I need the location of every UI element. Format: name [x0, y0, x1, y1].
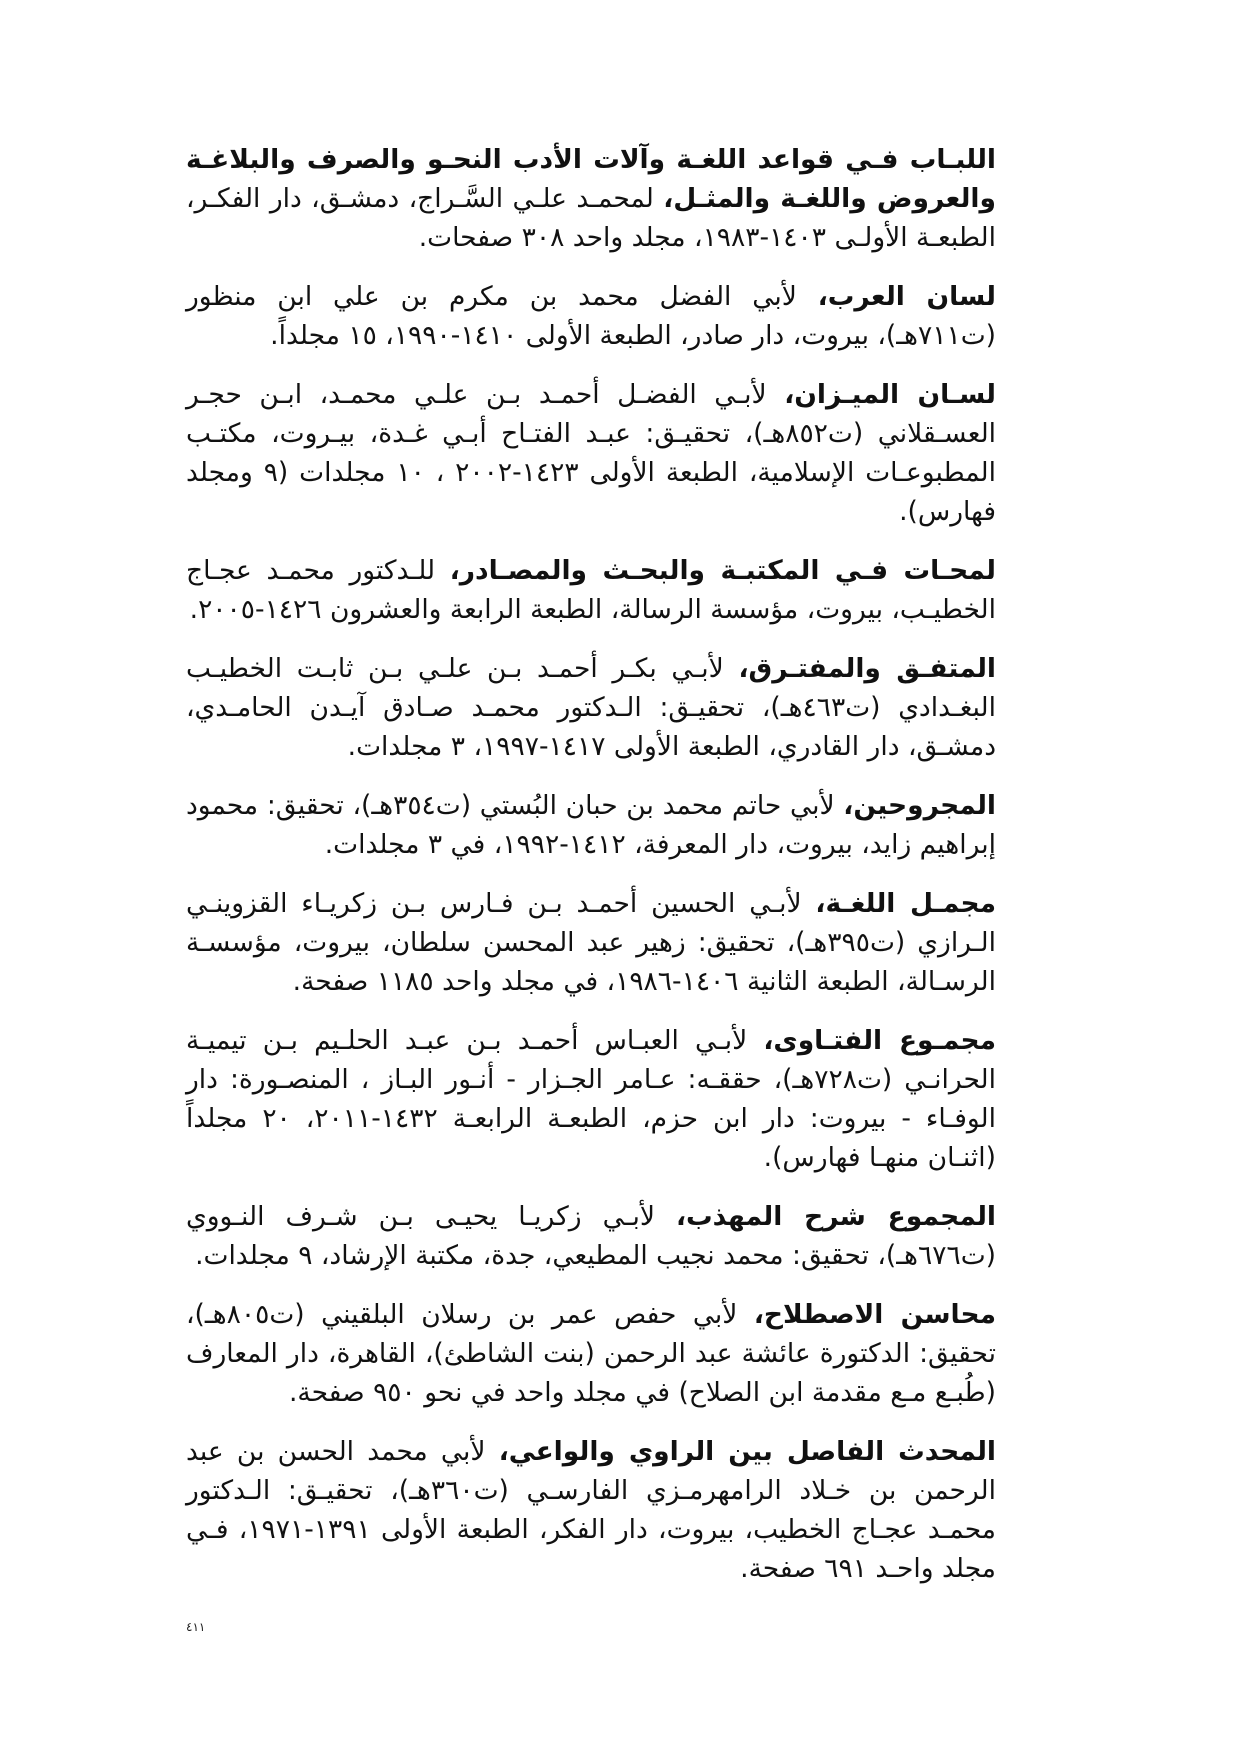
- entry-details: لأبـي الفضـل أحمـد بـن علـي محمـد، ابـن حجـر العسـقلاني (ت٨٥٢هـ)، تحقيـق: عبـد الفتـاح أبـي غـدة، بيـروت، مكتـب المطبوعـات الإسلامية، الطبعة الأولى ١٤٢٣-٢٠٠٢ ، ١٠ مجلدات (٩ ومجلد فهارس).: [186, 379, 997, 527]
- entry-title: مجمـوع الفتـاوى،: [763, 1025, 996, 1056]
- entry-details: للـدكتور محمـد عجـاج الخطيـب، بيروت، مؤسسة الرسالة، الطبعة الرابعة والعشرون ١٤٢٦-٢٠٠٥.: [186, 555, 996, 625]
- entry-title: لمحـات فـي المكتبـة والبحـث والمصـادر،: [449, 555, 996, 586]
- bibliography-entry: [186, 649, 996, 766]
- bibliography-entry: [186, 786, 996, 864]
- entry-details: لأبي حاتم محمد بن حبان البُستي (ت٣٥٤هـ)، تحقيق: محمود إبراهيم زايد، بيروت، دار المعرفة، ١٤١٢-١٩٩٢، في ٣ مجلدات.: [186, 790, 996, 860]
- entry-details: لأبـي بكـر أحمـد بـن علـي بـن ثابـت الخطيـب البغـدادي (ت٤٦٣هـ)، تحقيـق: الـدكتور محمـد صـادق آيـدن الحامـدي، دمشـق، دار القادري، الطبعة الأولى ١٤١٧-١٩٩٧، ٣ مجلدات.: [186, 653, 996, 762]
- bibliography-entry: [186, 1197, 996, 1275]
- bibliography-entry: [186, 1432, 996, 1588]
- bibliography-entry: [186, 551, 996, 629]
- bibliography-entry: [186, 277, 996, 355]
- entry-title: المتفـق والمفتـرق،: [738, 653, 996, 684]
- page-number: ٤١١: [186, 1620, 206, 1634]
- entry-title: مجمـل اللغـة،: [815, 888, 996, 919]
- bibliography-entry: [186, 140, 996, 257]
- entry-details: لأبي حفص عمر بن رسلان البلقيني (ت٨٠٥هـ)، تحقيق: الدكتورة عائشة عبد الرحمن (بنت الشاطئ)، القاهرة، دار المعارف (طُبـع مـع مقدمة ابن الصلاح) في مجلد واحد في نحو ٩٥٠ صفحة.: [186, 1299, 996, 1408]
- entry-details: لأبـي العبـاس أحمـد بـن عبـد الحلـيم بـن تيميـة الحرانـي (ت٧٢٨هـ)، حققـه: عـامر الجـزار - أنـور البـاز ، المنصـورة: دار الوفـاء - بيروت: دار ابن حزم، الطبعـة الرابعـة ١٤٣٢-٢٠١١، ٢٠ مجلداً (اثنـان منهـا فهارس).: [186, 1025, 996, 1173]
- entry-title: محاسن الاصطلاح،: [753, 1299, 996, 1330]
- bibliography-entry: [186, 884, 996, 1001]
- bibliography-entry: [186, 1021, 996, 1177]
- entry-title: المحدث الفاصل بين الراوي والواعي،: [498, 1436, 996, 1467]
- entry-title: اللبـاب فـي قواعد اللغـة وآلات الأدب النحـو والصرف والبلاغـة والعروض واللغـة والمثـل،: [186, 144, 996, 214]
- entry-title: لسـان الميـزان،: [784, 379, 996, 410]
- entry-details: لأبي الفضل محمد بن مكرم بن علي ابن منظور (ت٧١١هـ)، بيروت، دار صادر، الطبعة الأولى ١٤١٠-١٩٩٠، ١٥ مجلداً.: [186, 281, 996, 351]
- entry-details: لمحمـد علـي السَّـراج، دمشـق، دار الفكـر، الطبعـة الأولـى ١٤٠٣-١٩٨٣، مجلد واحد ٣٠٨ صفحات.: [186, 183, 996, 253]
- entry-details: لأبـي زكريـا يحيـى بـن شـرف النـووي (ت٦٧٦هـ)، تحقيق: محمد نجيب المطيعي، جدة، مكتبة الإرشاد، ٩ مجلدات.: [186, 1201, 996, 1271]
- entry-details: لأبي محمد الحسن بن عبد الرحمن بن خـلاد الرامهرمـزي الفارسـي (ت٣٦٠هـ)، تحقيـق: الـدكتور محمـد عجـاج الخطيب، بيروت، دار الفكر، الطبعة الأولى ١٣٩١-١٩٧١، فـي مجلد واحـد ٦٩١ صفحة.: [186, 1436, 996, 1584]
- bibliography-entry: [186, 1295, 996, 1412]
- bibliography-page: [186, 140, 996, 1608]
- entry-title: لسان العرب،: [817, 281, 997, 312]
- entry-title: المجموع شرح المهذب،: [675, 1201, 996, 1232]
- bibliography-entry: [186, 375, 996, 531]
- entry-details: لأبـي الحسين أحمـد بـن فـارس بـن زكريـاء القزوينـي الـرازي (ت٣٩٥هـ)، تحقيق: زهير عبد المحسن سلطان، بيروت، مؤسسـة الرسـالة، الطبعة الثانية ١٤٠٦-١٩٨٦، في مجلد واحد ١١٨٥ صفحة.: [186, 888, 996, 997]
- entry-title: المجروحين،: [843, 790, 996, 821]
